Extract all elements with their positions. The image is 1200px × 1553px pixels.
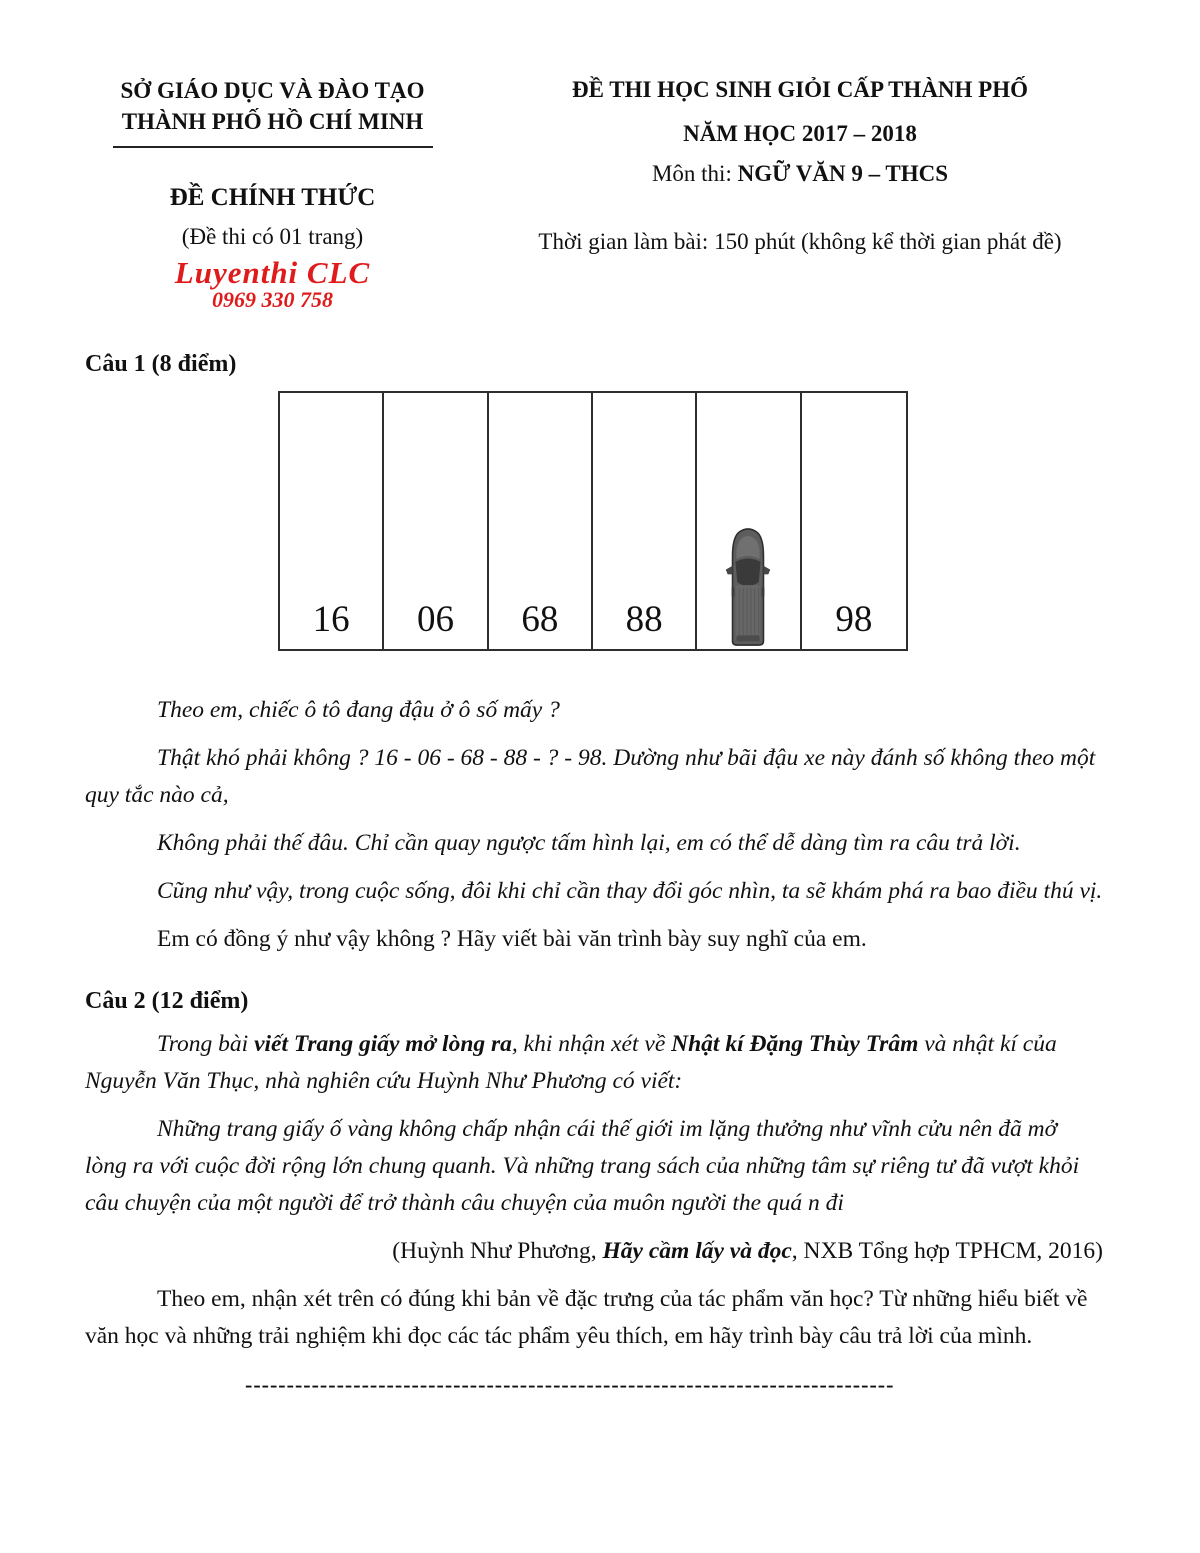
- exam-type-label: ĐỀ CHÍNH THỨC: [169, 184, 376, 211]
- question2-text-block: [85, 1026, 1103, 1366]
- department-name-line2: THÀNH PHỐ HỒ CHÍ MINH: [121, 109, 424, 134]
- parking-cell-number: 98: [835, 599, 873, 640]
- car-top-view-icon: [723, 527, 773, 647]
- question2-task-paragraph: Theo em, nhận xét trên có đúng khi bản về đặc trưng của tác phẩm văn học? Từ những hiểu biết về văn học và những trải nghiệm khi đọc các tác phẩm yêu thích, em hãy trình bày câu trả lời của mình.: [85, 1286, 1088, 1349]
- subject-prefix: Môn thi:: [651, 161, 738, 186]
- parking-cell: [489, 393, 593, 649]
- logo-phone-number: 0969 330 758: [212, 287, 333, 312]
- parking-cell: [384, 393, 488, 649]
- logo-text: Luyenthi CLC: [174, 255, 371, 290]
- parking-lot-figure: [278, 391, 908, 651]
- parking-cell-number: 06: [416, 599, 454, 640]
- exam-title-line2: NĂM HỌC 2017 – 2018: [683, 121, 917, 146]
- question1-heading: Câu 1 (8 điểm): [85, 351, 237, 377]
- question1-paragraph: Cũng như vậy, trong cuộc sống, đôi khi chỉ cần thay đổi góc nhìn, ta sẽ khám phá ra bao điều thú vị.: [157, 878, 1103, 904]
- parking-cell: [280, 393, 384, 649]
- header-left-block: [85, 75, 460, 312]
- dashed-divider: ------------------------------------------------------------------------------: [245, 1372, 895, 1397]
- exam-title-line1: ĐỀ THI HỌC SINH GIỎI CẤP THÀNH PHỐ: [571, 77, 1029, 102]
- parking-cell: [802, 393, 906, 649]
- question1-paragraph: Không phải thế đâu. Chỉ cần quay ngược tấm hình lại, em có thể dễ dàng tìm ra câu trả lời.: [157, 830, 1021, 856]
- quote-attribution: (Huỳnh Như Phương, Hãy cầm lấy và đọc, NXB Tổng hợp TPHCM, 2016): [392, 1238, 1103, 1264]
- parking-cell-number: 16: [312, 599, 350, 640]
- parking-cell-with-car: [697, 393, 801, 649]
- question2-quote-paragraph: Những trang giấy ố vàng không chấp nhận cái thế giới im lặng thưởng như vĩnh cửu nên đã mở lòng ra với cuộc đời rộng lớn chung quanh. Và những trang sách của những tâm sự riêng tư đã vượt khỏi câu chuyện của một người để trở thành câu chuyện của muôn người the quá n đi: [85, 1116, 1080, 1216]
- exam-duration: Thời gian làm bài: 150 phút (không kể thời gian phát đề): [538, 229, 1062, 254]
- question2-heading: Câu 2 (12 điểm): [85, 988, 249, 1014]
- parking-cell-number: 88: [625, 599, 663, 640]
- question2-intro-paragraph: Trong bài viết Trang giấy mở lòng ra, khi nhận xét về Nhật kí Đặng Thùy Trâm và nhật kí của Nguyễn Văn Thục, nhà nghiên cứu Huỳnh Như Phương có viết:: [85, 1031, 1057, 1094]
- header-underline: [113, 146, 433, 148]
- parking-cell-number: 68: [521, 599, 559, 640]
- header-right-block: [490, 75, 1110, 255]
- subject-line: [490, 161, 1110, 187]
- question1-text-block: [85, 692, 1103, 969]
- question1-paragraph: Thật khó phải không ? 16 - 06 - 68 - 88 - ? - 98. Dường như bãi đậu xe này đánh số không theo một quy tắc nào cả,: [85, 745, 1096, 808]
- parking-cell: [593, 393, 697, 649]
- subject-name: NGỮ VĂN 9 – THCS: [737, 161, 949, 186]
- question1-task-sentence: Em có đồng ý như vậy không ? Hãy viết bài văn trình bày suy nghĩ của em.: [157, 926, 867, 952]
- question1-paragraph: Theo em, chiếc ô tô đang đậu ở ô số mấy ?: [157, 697, 560, 723]
- department-name-line1: SỞ GIÁO DỤC VÀ ĐÀO TẠO: [120, 78, 425, 103]
- page-count-note: (Đề thi có 01 trang): [181, 224, 364, 249]
